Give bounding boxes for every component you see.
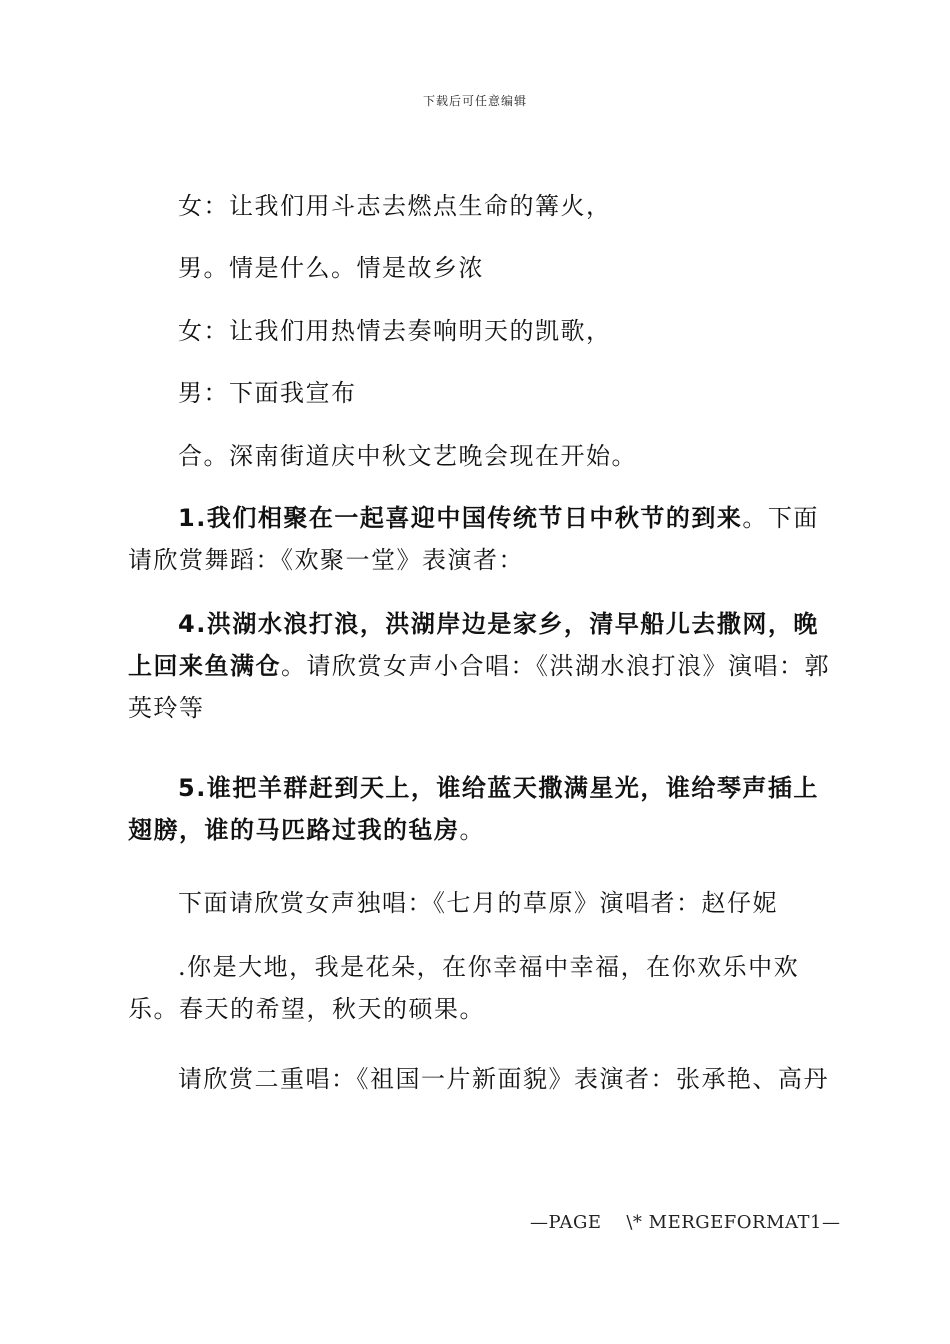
program-item-4 bbox=[128, 603, 840, 729]
dialogue-line-2: 男。情是什么。情是故乡浓 bbox=[178, 254, 484, 282]
program-item-1 bbox=[128, 497, 840, 581]
program-item-1-text: 。下面请欣赏舞蹈：《欢聚一堂》表演者： bbox=[128, 504, 819, 574]
program-item-4-text: 。请欣赏女声小合唱：《洪湖水浪打浪》演唱：郭英玲等 bbox=[128, 652, 830, 722]
program-item-6-performer: 请欣赏二重唱：《祖国一片新面貌》表演者：张承艳、高丹 bbox=[178, 1065, 829, 1093]
program-item-4-lead: 4.洪湖水浪打浪，洪湖岸边是家乡，清早船儿去撒网，晚上回来鱼满仓 bbox=[128, 610, 819, 680]
dialogue-line-3: 女：让我们用热情去奏响明天的凯歌， bbox=[178, 317, 612, 345]
program-item-5 bbox=[128, 767, 840, 851]
page-footer: —PAGE \* MERGEFORMAT1— bbox=[530, 1212, 841, 1233]
page-header: 下载后可任意编辑 bbox=[422, 94, 527, 108]
program-item-5-lead: 5.谁把羊群赶到天上，谁给蓝天撒满星光，谁给琴声插上翅膀，谁的马匹路过我的毡房 bbox=[128, 774, 819, 844]
dialogue-line-4: 男：下面我宣布 bbox=[178, 379, 357, 407]
program-item-5-performer: 下面请欣赏女声独唱：《七月的草原》演唱者：赵仔妮 bbox=[178, 889, 778, 917]
program-item-6: .你是大地，我是花朵，在你幸福中幸福，在你欢乐中欢乐。春天的希望，秋天的硕果。 bbox=[128, 953, 800, 1023]
program-item-1-lead: 1.我们相聚在一起喜迎中国传统节日中秋节的到来 bbox=[178, 504, 743, 532]
dialogue-line-5: 合。深南街道庆中秋文艺晚会现在开始。 bbox=[178, 442, 637, 470]
program-item-5-text: 。 bbox=[459, 816, 485, 844]
dialogue-line-1: 女：让我们用斗志去燃点生命的篝火， bbox=[178, 192, 612, 220]
